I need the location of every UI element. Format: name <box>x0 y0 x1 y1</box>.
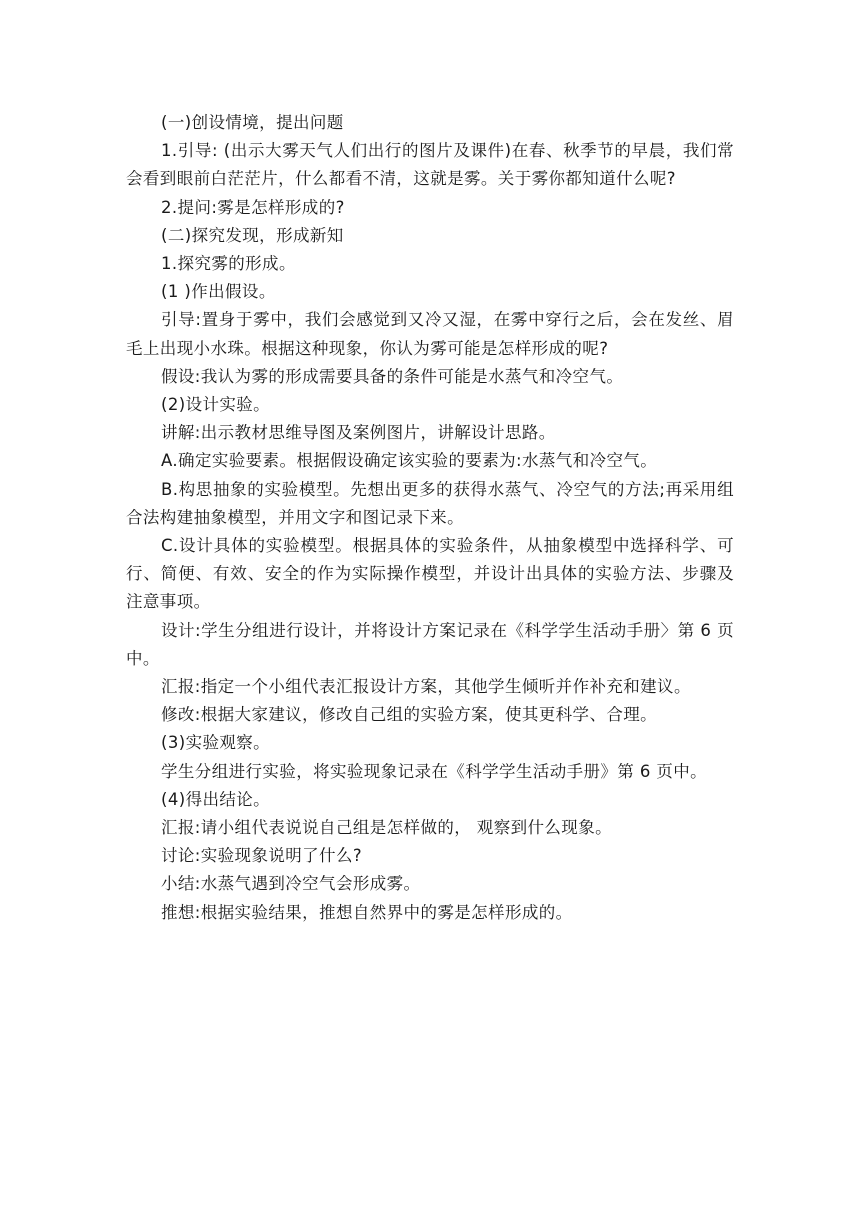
paragraph-step-observe: (3)实验观察。 <box>161 733 271 753</box>
paragraph-experiment: 学生分组进行实验，将实验现象记录在《科学学生活动手册》第 6 页中。 <box>161 761 708 781</box>
paragraph-question: 2.提问:雾是怎样形成的? <box>161 197 345 217</box>
paragraph-discuss: 讨论:实验现象说明了什么? <box>161 846 363 866</box>
section-heading-1: (一)创设情境，提出问题 <box>161 113 344 132</box>
paragraph-item-c: C.设计具体的实验模型。根据具体的实验条件，从抽象模型中选择科学、可行、简便、有效、安全的作为实际操作模型，并设计出具体的实验方法、步骤及注意事项。 <box>126 536 734 612</box>
paragraph-report: 汇报:指定一个小组代表汇报设计方案，其他学生倾听并作补充和建议。 <box>161 677 691 697</box>
paragraph-hypothesis: 假设:我认为雾的形成需要具备的条件可能是水蒸气和冷空气。 <box>161 366 624 386</box>
paragraph-explore-fog: 1.探究雾的形成。 <box>161 254 296 274</box>
paragraph-step-hypothesis: (1 )作出假设。 <box>161 282 276 302</box>
paragraph-design: 设计:学生分组进行设计，并将设计方案记录在《科学学生活动手册〉第 6 页中。 <box>126 620 734 668</box>
paragraph-summary: 小结:水蒸气遇到冷空气会形成雾。 <box>161 874 421 894</box>
paragraph-guide-2: 引导:置身于雾中，我们会感觉到又冷又湿，在雾中穿行之后，会在发丝、眉毛上出现小水珠。根据这种现象，你认为雾可能是怎样形成的呢? <box>126 310 734 358</box>
section-heading-2: (二)探究发现，形成新知 <box>161 225 344 245</box>
paragraph-explain: 讲解:出示教材思维导图及案例图片，讲解设计思路。 <box>161 423 556 443</box>
paragraph-infer: 推想:根据实验结果，推想自然界中的雾是怎样形成的。 <box>161 902 573 922</box>
document-body <box>126 109 734 927</box>
paragraph-report-2: 汇报:请小组代表说说自己组是怎样做的， 观察到什么现象。 <box>161 818 613 838</box>
paragraph-step-conclusion: (4)得出结论。 <box>161 789 271 809</box>
paragraph-item-a: A.确定实验要素。根据假设确定该实验的要素为:水蒸气和冷空气。 <box>161 451 658 471</box>
paragraph-step-design: (2)设计实验。 <box>161 395 271 415</box>
paragraph-guide: 1.引导: (出示大雾天气人们出行的图片及课件)在春、秋季节的早晨，我们常会看到眼前白茫茫片，什么都看不清，这就是雾。关于雾你都知道什么呢? <box>126 141 734 189</box>
paragraph-item-b: B.构思抽象的实验模型。先想出更多的获得水蒸气、冷空气的方法;再采用组合法构建抽象模型，并用文字和图记录下来。 <box>126 479 734 527</box>
paragraph-revise: 修改:根据大家建议，修改自己组的实验方案，使其更科学、合理。 <box>161 705 658 725</box>
